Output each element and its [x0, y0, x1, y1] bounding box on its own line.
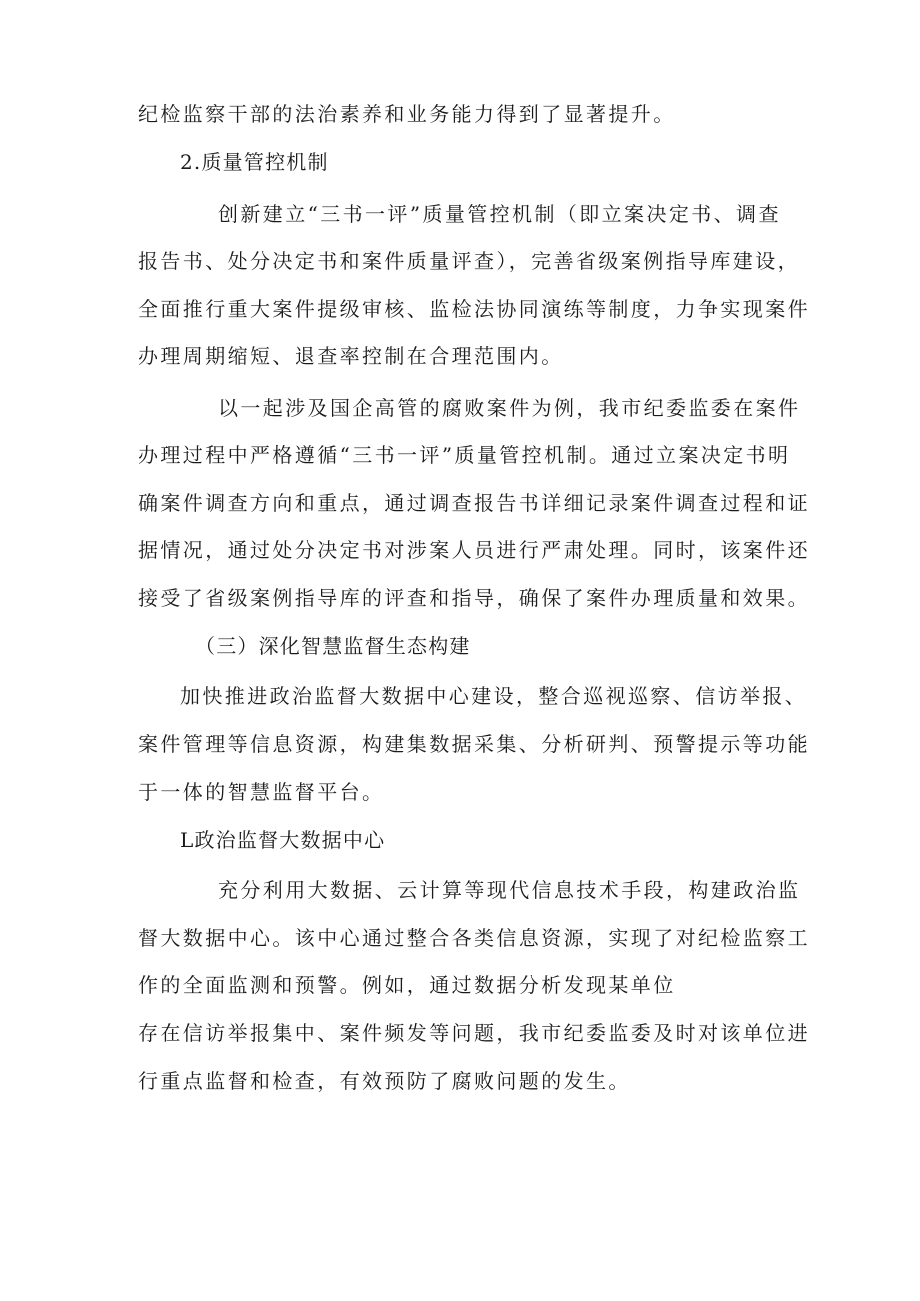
- paragraph-line: 办理过程中严格遵循“三书一评”质量管控机制。通过立案决定书明: [138, 443, 791, 467]
- paragraph-line: 行重点监督和检查，有效预防了腐败问题的发生。: [138, 1069, 631, 1093]
- paragraph-line: 纪检监察干部的法治素养和业务能力得到了显著提升。: [138, 102, 676, 126]
- section-heading: 2.质量管控机制: [180, 150, 329, 174]
- section-heading: （三）深化智慧监督生态构建: [195, 634, 471, 658]
- paragraph-line: 案件管理等信息资源，构建集数据采集、分析研判、预警提示等功能: [138, 732, 810, 756]
- paragraph-line: 确案件调查方向和重点，通过调查报告书详细记录案件调查过程和证: [138, 491, 810, 515]
- paragraph-line: 作的全面监测和预警。例如，通过数据分析发现某单位: [138, 973, 676, 997]
- paragraph-line: 报告书、处分决定书和案件质量评查），完善省级案例指导库建设，: [138, 249, 800, 273]
- paragraph-line: 充分利用大数据、云计算等现代信息技术手段，构建政治监: [218, 878, 801, 902]
- paragraph-line: 创新建立“三书一评”质量管控机制（即立案决定书、调查: [218, 202, 781, 226]
- paragraph-line: 以一起涉及国企高管的腐败案件为例，我市纪委监委在案件: [218, 396, 801, 420]
- paragraph-line: 督大数据中心。该中心通过整合各类信息资源，实现了对纪检监察工: [138, 926, 810, 950]
- paragraph-line: 据情况，通过处分决定书对涉案人员进行严肃处理。同时，该案件还: [138, 538, 810, 562]
- paragraph-line: 存在信访举报集中、案件频发等问题，我市纪委监委及时对该单位进: [138, 1021, 810, 1045]
- paragraph-line: 全面推行重大案件提级审核、监检法协同演练等制度，力争实现案件: [138, 297, 810, 321]
- paragraph-line: 办理周期缩短、退查率控制在合理范围内。: [138, 344, 564, 368]
- paragraph-line: 加快推进政治监督大数据中心建设，整合巡视巡察、信访举报、: [180, 684, 808, 708]
- section-heading: L政治监督大数据中心: [180, 828, 386, 852]
- paragraph-line: 于一体的智慧监督平台。: [138, 780, 385, 804]
- paragraph-line: 接受了省级案例指导库的评查和指导，确保了案件办理质量和效果。: [138, 586, 810, 610]
